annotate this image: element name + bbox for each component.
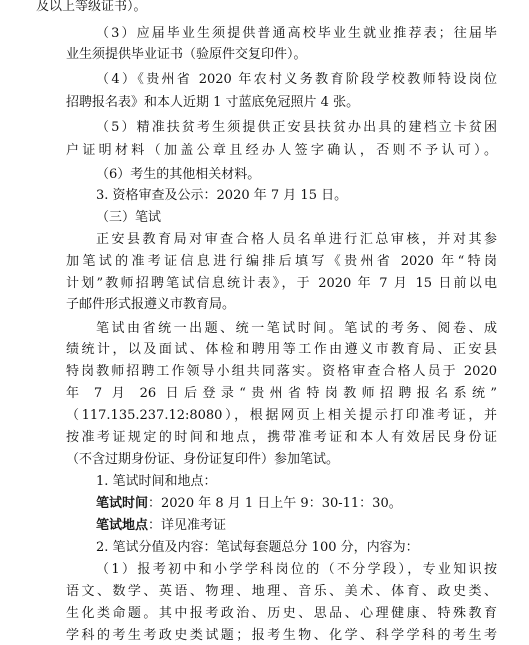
text-line: 招聘报名表》和本人近期 1 寸蓝底免冠照片 4 张。 xyxy=(66,95,360,110)
text-line: 2. 笔试分值及内容：笔试每套题总分 100 分，内容为： xyxy=(96,540,419,555)
exam-location-line xyxy=(0,517,529,535)
text-line: 学科的考生考政史类试题；报考生物、化学、科学学科的考生考 xyxy=(66,628,497,643)
exam-location-label: 笔试地点 xyxy=(96,518,149,533)
text-line: （1）报考初中和小学学科岗位的（不分学段），专业知识按 xyxy=(96,562,497,577)
text-line: （3）应届毕业生须提供普通高校毕业生就业推荐表；往届毕 xyxy=(96,26,497,41)
text-line: （117.135.237.12:8080），根据网页上相关提示打印准考证，并 xyxy=(66,408,497,423)
exam-location-value: ：详见准考证 xyxy=(148,518,227,533)
text-line: 生化类命题。其中报考政治、历史、思品、心理健康、特殊教育 xyxy=(66,606,497,621)
text-line: 子邮件形式报遵义市教育局。 xyxy=(66,297,236,312)
text-line: 特岗教师招聘工作领导小组共同落实。资格审查合格人员于 2020 xyxy=(66,364,497,379)
text-line: 按准考证规定的时间和地点，携带准考证和本人有效居民身份证 xyxy=(66,430,497,445)
text-line: 语文、数学、英语、物理、地理、音乐、美术、体育、政史类、 xyxy=(66,584,497,599)
text-line: 业生须提供毕业证书（验原件交复印件）。 xyxy=(66,47,307,62)
text-line: （6）考生的其他相关材料。 xyxy=(96,167,261,182)
text-line: 加笔试的准考证信息进行编排后填写《贵州省 2020 年“特岗 xyxy=(66,254,497,269)
text-line: 年 7 月 26 日后登录“贵州省特岗教师招聘报名系统” xyxy=(66,386,497,401)
text-line: 绩统计，以及面试、体检和聘用等工作由遵义市教育局、正安县 xyxy=(66,342,497,357)
exam-time-label: 笔试时间 xyxy=(96,496,149,511)
text-line: 3. 资格审查及公示：2020 年 7 月 15 日。 xyxy=(96,188,348,203)
text-line: （不含过期身份证、身份证复印件）参加笔试。 xyxy=(66,452,340,467)
text-line: （5）精准扶贫考生须提供正安县扶贫办出具的建档立卡贫困 xyxy=(96,120,497,135)
exam-time-line xyxy=(0,495,529,513)
text-line: 计划”教师招聘笔试信息统计表》，于 2020 年 7 月 15 日前以电 xyxy=(66,276,497,291)
exam-time-value: ：2020 年 8 月 1 日上午 9：30-11：30。 xyxy=(148,496,402,511)
text-line: 1. 笔试时间和地点： xyxy=(96,474,217,489)
section-heading: （三）笔试 xyxy=(96,210,162,225)
text-line: 及以上等级证书）。 xyxy=(36,0,147,14)
text-line: 正安县教育局对审查合格人员名单进行汇总审核，并对其参 xyxy=(96,232,497,247)
text-line: 笔试由省统一出题、统一笔试时间。笔试的考务、阅卷、成 xyxy=(96,321,497,336)
text-line: （4）《贵州省 2020 年农村义务教育阶段学校教师特设岗位 xyxy=(96,72,497,87)
text-line: 户证明材料（加盖公章且经办人签字确认，否则不予认可）。 xyxy=(66,143,497,158)
